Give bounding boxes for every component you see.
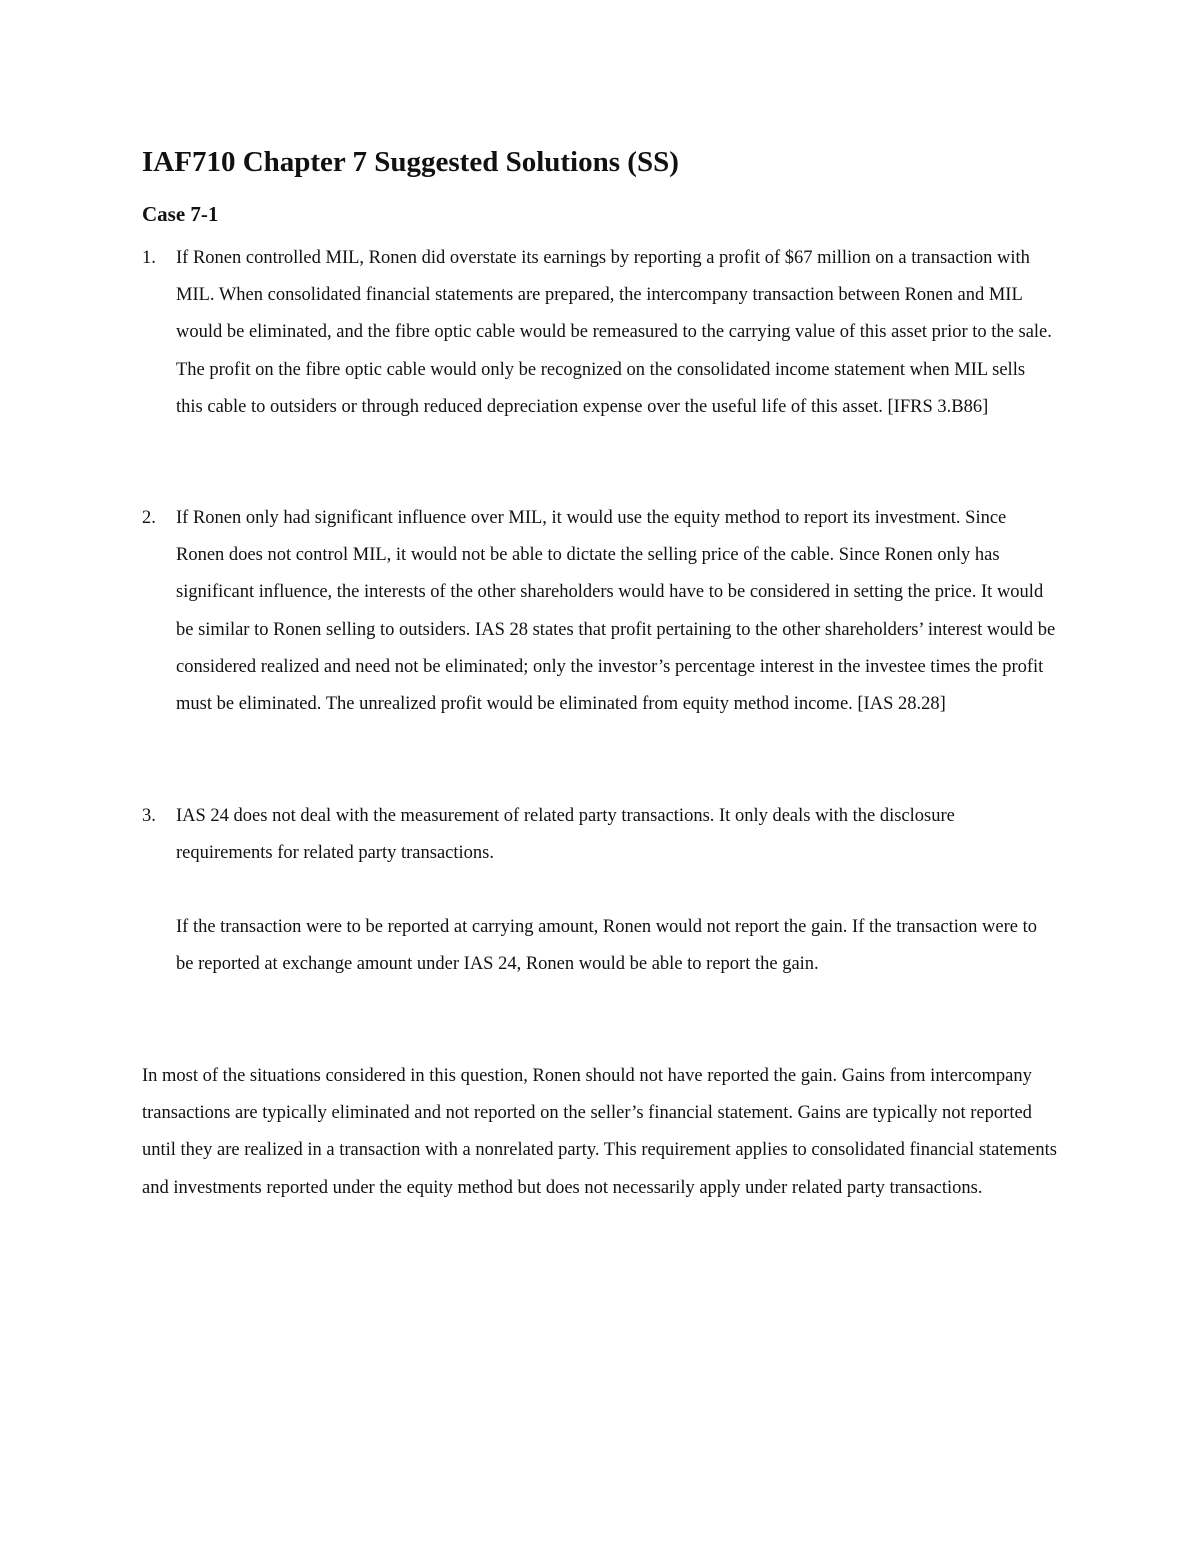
- list-item-text: If Ronen controlled MIL, Ronen did overstate its earnings by reporting a profit of $67 million on a transaction with MIL. When consolidated financial statements are prepared, the intercompany transaction between Ronen and MIL would be eliminated, and the fibre optic cable would be remeasured to the carrying value of this asset prior to the sale. The profit on the fibre optic cable would only be recognized on the consolidated income statement when MIL sells this cable to outsiders or through reduced depreciation expense over the useful life of this asset. [IFRS 3.B86]: [176, 248, 1052, 417]
- list-item-number: 1.: [142, 248, 156, 268]
- list-item-number: 3.: [142, 806, 156, 826]
- conclusion-paragraph: In most of the situations considered in this question, Ronen should not have reported the gain. Gains from intercompany transactions are typically eliminated and not reported on the seller’s financial statement. Gains are typically not reported until they are realized in a transaction with a nonrelated party. This requirement applies to consolidated financial statements and investments reported under the equity method but does not necessarily apply under related party transactions.: [142, 1066, 1057, 1198]
- list-item-3-continuation: If the transaction were to be reported at carrying amount, Ronen would not report the gain. If the transaction were to be reported at exchange amount under IAS 24, Ronen would be able to report the gain.: [176, 917, 1037, 975]
- page-title: IAF710 Chapter 7 Suggested Solutions (SS): [142, 146, 679, 178]
- list-item-number: 2.: [142, 508, 156, 528]
- list-item-text: IAS 24 does not deal with the measurement of related party transactions. It only deals with the disclosure requirements for related party transactions.: [176, 806, 955, 864]
- case-heading: Case 7-1: [142, 202, 219, 226]
- list-item-text: If Ronen only had significant influence over MIL, it would use the equity method to report its investment. Since Ronen does not control MIL, it would not be able to dictate the selling price of the cable. Since Ronen only has significant influence, the interests of the other shareholders would have to be considered in setting the price. It would be similar to Ronen selling to outsiders. IAS 28 states that profit pertaining to the other shareholders’ interest would be considered realized and need not be eliminated; only the investor’s percentage interest in the investee times the profit must be eliminated. The unrealized profit would be eliminated from equity method income. [IAS 28.28]: [176, 508, 1056, 715]
